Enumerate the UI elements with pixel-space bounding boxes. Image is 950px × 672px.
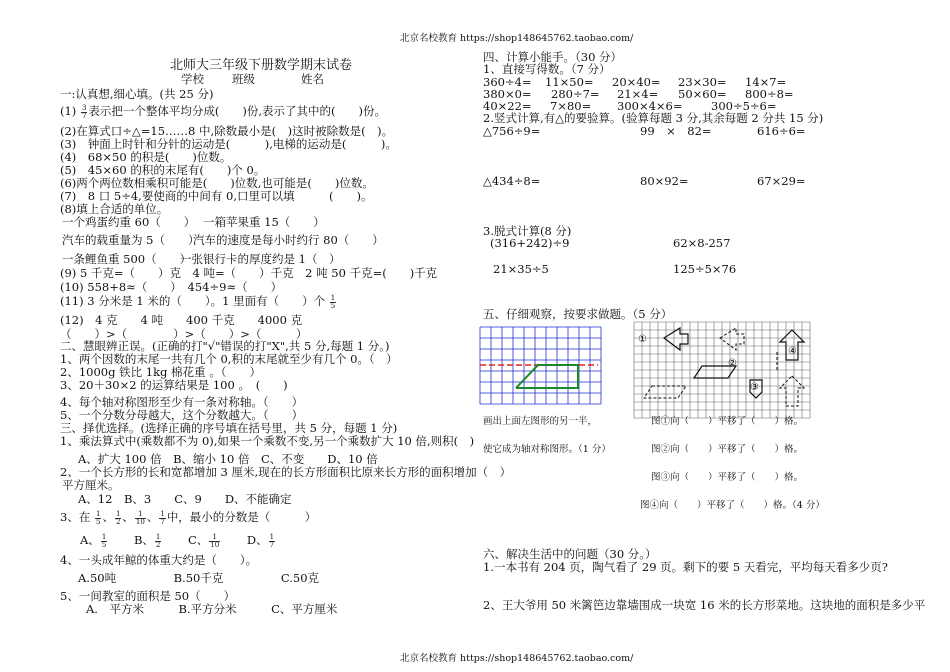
translation-grid <box>632 320 812 420</box>
calc-cell: 300×4×6= <box>617 99 683 113</box>
choice-5: 5、一间教室的面积是 50（ ） <box>60 589 236 603</box>
symmetry-grid <box>478 325 613 405</box>
calc-cell: 20×40= <box>612 75 661 89</box>
figure-label-4: ④ <box>788 346 797 357</box>
judge-3: 3、20＋30×2 的运算结果是 100 。 ( ) <box>60 378 288 392</box>
section4-part1: 1、直接写得数。（7 分） <box>483 62 611 76</box>
figure-label-2: ② <box>728 358 737 369</box>
calc-cell: 23×30= <box>678 75 727 89</box>
translation-q4: 图④向（ ）平移了（ ）格。（4 分） <box>640 500 825 511</box>
school-label: 学校 <box>181 72 204 86</box>
problem-1: 1.一本书有 204 页，陶气看了 29 页。剩下的要 5 天看完，平均每天看多少页? <box>483 560 888 574</box>
page-title: 北师大三年级下册数学期末试卷 <box>170 58 353 73</box>
class-label: 班级 <box>232 72 255 86</box>
vertical-calc: 67×29= <box>757 174 806 188</box>
section4-part2: 2.竖式计算,有△的要验算。(验算每题 3 分,其余每题 2 分共 15 分) <box>483 111 824 125</box>
choice-1-options: A、扩大 100 倍 B、缩小 10 倍 C、不变 D、10 倍 <box>78 452 378 466</box>
section2-heading: 二、慧眼辨正误。(正确的打"√"错误的打"X",共 5 分,每题 1 分。) <box>60 339 390 353</box>
fraction-1-2: $\frac{1}{2}$ <box>115 509 121 526</box>
vertical-calc: 99 × 82= <box>640 124 712 138</box>
fraction-3-7: $\frac{3}{7}$ <box>81 103 87 120</box>
question-9: (9) 5 千克=（ ）克 4 吨=（ ）千克 2 吨 50 千克=( )千克 <box>60 266 438 280</box>
fraction-1-7: $\frac{1}{7}$ <box>160 509 165 526</box>
section4-heading: 四、计算小能手。（30 分） <box>483 50 623 64</box>
symmetry-instruction-2: 使它成为轴对称图形。（1 分） <box>483 444 611 455</box>
footer-watermark: 北京名校教育 https://shop148645762.taobao.com/ <box>400 653 634 664</box>
question-5: (5) 45×60 的积的末尾有( )个 0。 <box>60 163 266 177</box>
vertical-calc: △434÷8= <box>483 174 541 188</box>
section3-heading: 三、择优选择。(选择正确的序号填在括号里，共 5 分，每题 1 分) <box>60 421 398 435</box>
section1-heading: 一:认真想,细心填。(共 25 分) <box>60 87 214 101</box>
choice-4: 4、一头成年鲸的体重大约是（ ）。 <box>60 553 258 567</box>
translation-q1: 图①向（ ）平移了（ ）格。 <box>651 416 804 427</box>
figure-label-3: ③ <box>750 382 759 393</box>
question-12-order: （ ）>（ ）>（ ）>（ ） <box>60 327 308 341</box>
question-12: (12) 4 克 4 吨 400 千克 4000 克 <box>60 313 303 327</box>
judge-5: 5、一个分数分母越大，这个分数越大。（ ） <box>60 408 304 422</box>
calc-cell: 7×80= <box>550 99 592 113</box>
choice-2-options: A、12 B、3 C、9 D、不能确定 <box>78 492 292 506</box>
q8-line3b: 一张银行卡的厚度约是 1（ ） <box>180 252 341 266</box>
judge-4: 4、每个轴对称图形至少有一条对称轴。（ ） <box>60 395 304 409</box>
mixed-calc: 62×8-257 <box>673 236 731 250</box>
section6-heading: 六、解决生活中的问题（30 分。） <box>483 547 657 561</box>
q8-line1b: 一箱苹果重 15（ ） <box>203 215 325 229</box>
calc-cell: 380×0= <box>483 87 532 101</box>
judge-2: 2、1000g 铁比 1kg 棉花重 。（ ） <box>60 365 261 379</box>
half-shape <box>516 365 578 388</box>
question-1: (1) $\frac{3}{7}$ 表示把一个整体平均分成( )份,表示了其中的( )份。 <box>60 103 387 120</box>
figure-label-1: ① <box>638 334 647 345</box>
calc-cell: 280÷7= <box>551 87 600 101</box>
calc-cell: 300÷5÷6= <box>711 99 777 113</box>
judge-1: 1、两个因数的末尾一共有几个 0,积的末尾就至少有几个 0。（ ） <box>60 352 398 366</box>
header-watermark: 北京名校教育 https://shop148645762.taobao.com/ <box>400 33 634 44</box>
calc-cell: 11×50= <box>545 75 594 89</box>
fraction-1-10: $\frac{1}{10}$ <box>135 509 145 526</box>
mixed-calc: (316+242)÷9 <box>490 236 570 250</box>
mixed-calc: 125÷5×76 <box>673 262 737 276</box>
figure-4-moved <box>780 376 804 406</box>
section5-heading: 五、仔细观察，按要求做题。（5 分） <box>483 307 673 321</box>
vertical-calc: △756÷9= <box>483 124 541 138</box>
choice-4-options: A.50吨 B.50千克 C.50克 <box>78 571 320 585</box>
q8-line3a: 一条鲤鱼重 500（ ） <box>62 252 192 266</box>
mixed-calc: 21×35÷5 <box>493 262 549 276</box>
q8-line2b: 汽车的速度是每小时约行 80（ ） <box>193 233 384 247</box>
question-10: (10) 558+8≈（ ） 454÷9≈（ ） <box>60 280 283 294</box>
translation-q2: 图②向（ ）平移了（ ）格。 <box>651 444 804 455</box>
choice-3-options: A、 $\frac{1}{5}$ B、 $\frac{1}{2}$ C、 $\frac{1}{10}$ D、 $\frac{1}{7}$ <box>80 532 275 549</box>
calc-cell: 50×60= <box>678 87 727 101</box>
symmetry-instruction-1: 画出上面左图形的另一半， <box>483 416 598 427</box>
figure-1-arrow <box>664 328 688 350</box>
name-label: 姓名 <box>301 72 324 86</box>
q8-line2a: 汽车的载重量为 5（ ） <box>62 233 200 247</box>
translation-q3: 图③向（ ）平移了（ ）格。 <box>651 472 804 483</box>
vertical-calc: 80×92= <box>640 174 689 188</box>
q8-line1a: 一个鸡蛋约重 60（ ） <box>62 215 196 229</box>
vertical-calc: 616÷6= <box>757 124 806 138</box>
calc-cell: 800÷8= <box>745 87 794 101</box>
choice-5-options: A. 平方米 B.平方分米 C、平方厘米 <box>86 602 338 616</box>
question-2: (2)在算式口÷△=15……8 中,除数最小是( )这时被除数是( )。 <box>60 124 394 138</box>
problem-2: 2、王大爷用 50 米篱笆边靠墙围成一块宽 16 米的长方形菜地。这块地的面积是多少平 <box>483 598 926 612</box>
question-7: (7) 8 口 5÷4,要使商的中间有 0,口里可以填 ( )。 <box>60 189 373 203</box>
fraction-1-5: $\frac{1}{5}$ <box>330 293 336 310</box>
section4-part3: 3.脱式计算(8 分) <box>483 224 572 238</box>
calc-cell: 21×4= <box>617 87 659 101</box>
choice-1: 1、乘法算式中(乘数都不为 0),如果一个乘数不变,另一个乘数扩大 10 倍,则积( ) <box>60 434 475 448</box>
calc-cell: 40×22= <box>483 99 532 113</box>
figure-1-arrow-moved <box>720 328 744 350</box>
calc-cell: 14×7= <box>745 75 787 89</box>
fraction-1-5: $\frac{1}{5}$ <box>95 509 101 526</box>
question-3: (3) 钟面上时针和分针的运动是( ),电梯的运动是( )。 <box>60 137 397 151</box>
question-6: (6)两个两位数相乘积可能是( )位数,也可能是( )位数。 <box>60 176 374 190</box>
choice-2: 2、一个长方形的长和宽都增加 3 厘米,现在的长方形面积比原来长方形的面积增加（ ） <box>60 465 512 479</box>
choice-2-cont: 平方厘米。 <box>62 478 120 492</box>
question-4: (4) 68×50 的积是( )位数。 <box>60 150 232 164</box>
choice-3: 3、在 $\frac{1}{5}$ 、 $\frac{1}{2}$ 、 $\frac{1}{10}$ 、 $\frac{1}{7}$ 中，最小的分数是（ ） <box>60 509 317 526</box>
calc-cell: 360÷4= <box>483 75 532 89</box>
question-11: (11) 3 分米是 1 米的（ ）。1 里面有（ ）个 $\frac{1}{5}$ <box>60 293 336 310</box>
question-8: (8)填上合适的单位。 <box>60 202 169 216</box>
